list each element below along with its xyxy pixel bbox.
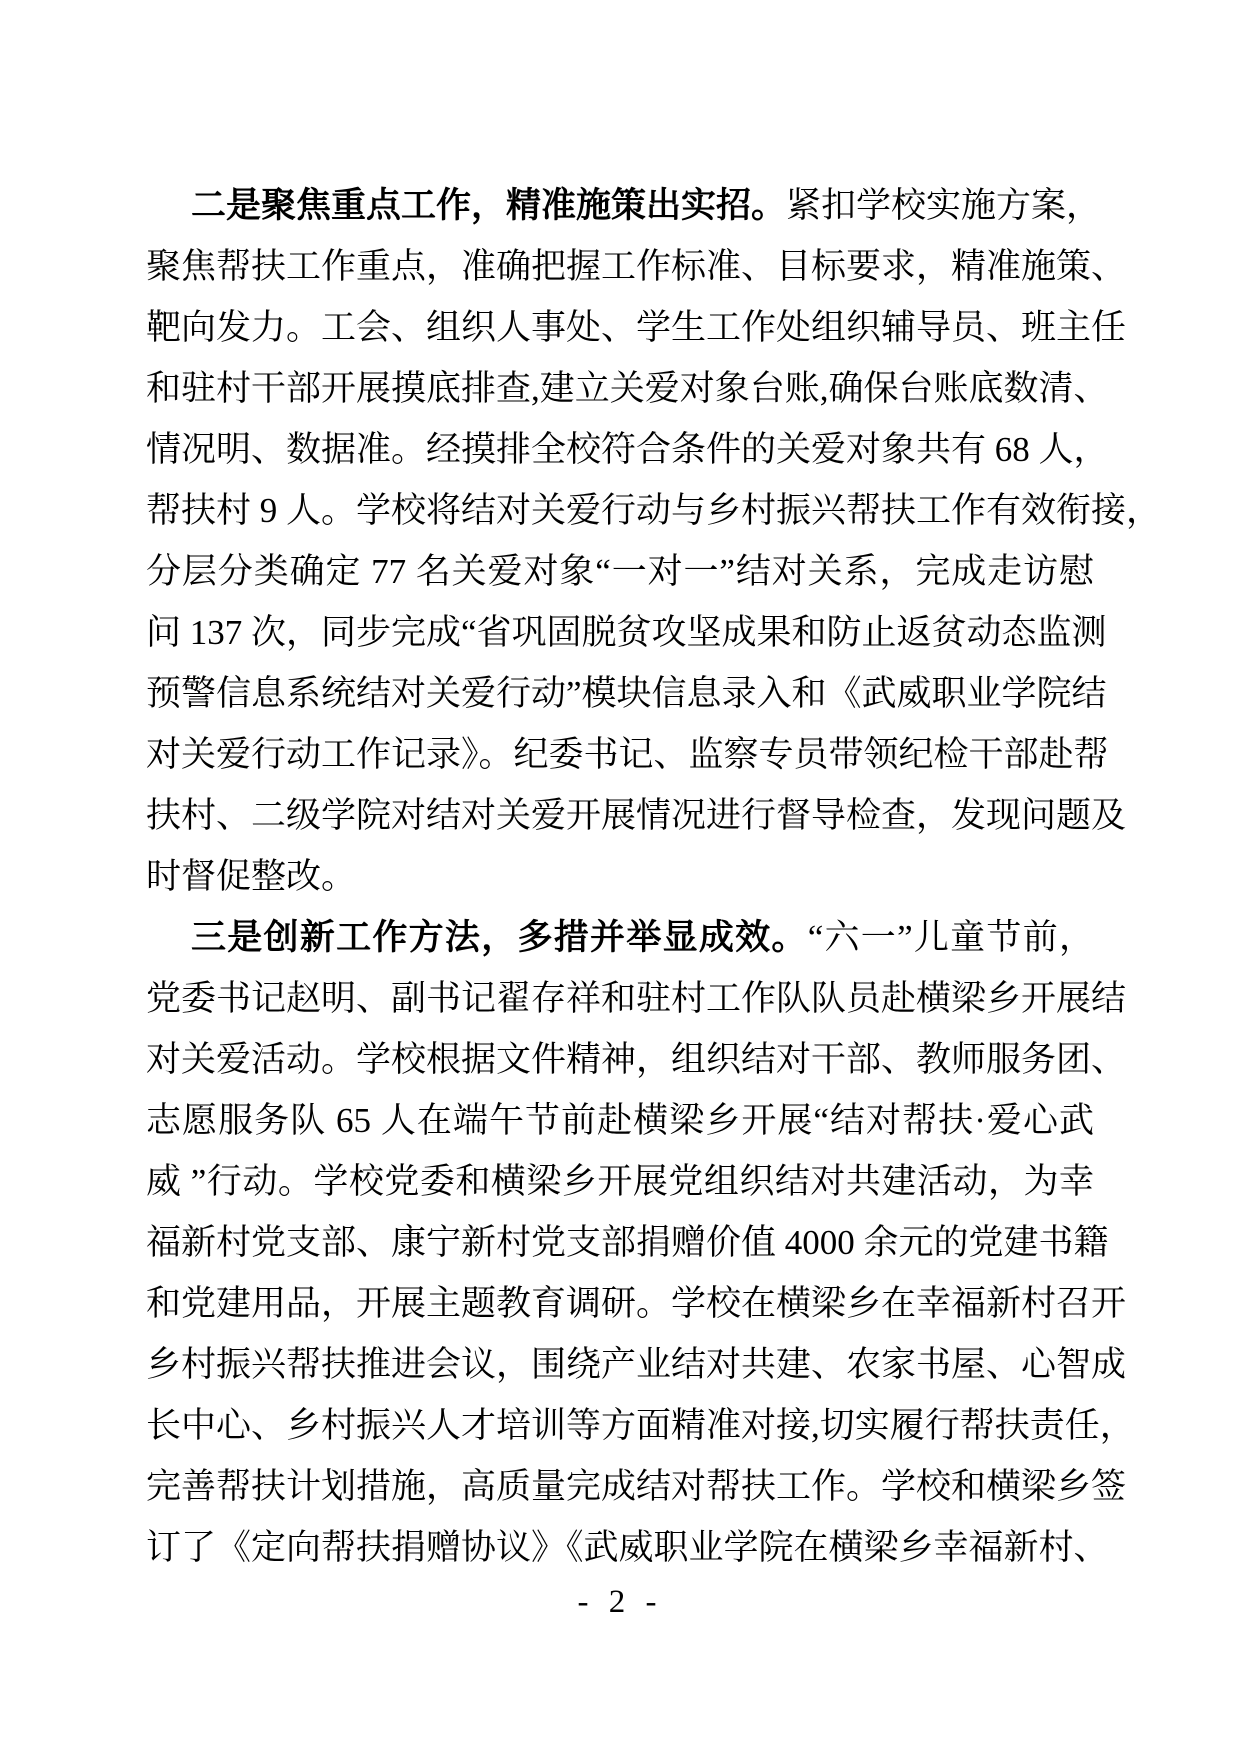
line-text: 帮扶村 9 人。学校将结对关爱行动与乡村振兴帮扶工作有效衔接， [146, 491, 1162, 530]
text-line [146, 419, 1109, 480]
text-line [146, 480, 1162, 541]
text-line [146, 663, 1107, 724]
line-text: 福新村党支部、康宁新村党支部捐赠价值 4000 余元的党建书籍 [146, 1223, 1109, 1262]
line-text: 威 ”行动。学校党委和横梁乡开展党组织结对共建活动，为幸 [146, 1162, 1094, 1201]
text-line [146, 785, 1127, 846]
line-text: 长中心、乡村振兴人才培训等方面精准对接,切实履行帮扶责任， [146, 1406, 1135, 1445]
line-text: 乡村振兴帮扶推进会议，围绕产业结对共建、农家书屋、心智成 [146, 1345, 1127, 1384]
text-line [146, 846, 1094, 907]
text-line [146, 541, 1094, 602]
text-line [146, 907, 1094, 968]
line-text: 党委书记赵明、副书记翟存祥和驻村工作队队员赴横梁乡开展结 [146, 979, 1127, 1018]
text-line [146, 1395, 1135, 1456]
line-text: 对关爱活动。学校根据文件精神，组织结对干部、教师服务团、 [146, 1040, 1127, 1079]
line-text: 完善帮扶计划措施，高质量完成结对帮扶工作。学校和横梁乡签 [146, 1467, 1127, 1506]
text-line [146, 1151, 1094, 1212]
text-line [146, 1334, 1127, 1395]
line-text: 和党建用品，开展主题教育调研。学校在横梁乡在幸福新村召开 [146, 1284, 1127, 1323]
line-text: 时督促整改。 [146, 857, 357, 896]
text-line [146, 1212, 1109, 1273]
text-line [146, 236, 1127, 297]
line-text: 对关爱行动工作记录》。纪委书记、监察专员带领纪检干部赴帮 [146, 735, 1109, 774]
text-line [146, 724, 1109, 785]
text-line [146, 1090, 1094, 1151]
line-text: 和驻村干部开展摸底排查,建立关爱对象台账,确保台账底数清、 [146, 369, 1109, 408]
text-line [146, 175, 1102, 236]
line-text: 问 137 次，同步完成“省巩固脱贫攻坚成果和防止返贫动态监测 [146, 613, 1107, 652]
paragraph-lead: 三是创新工作方法，多措并举显成效。 [191, 918, 808, 957]
text-line [146, 1029, 1127, 1090]
line-text: “六一”儿童节前， [807, 918, 1094, 957]
line-text: 分层分类确定 77 名关爱对象“一对一”结对关系，完成走访慰 [146, 552, 1094, 591]
line-text: 聚焦帮扶工作重点，准确把握工作标准、目标要求，精准施策、 [146, 247, 1127, 286]
text-line [146, 1273, 1127, 1334]
text-line [146, 297, 1127, 358]
document-body [146, 175, 1162, 1578]
paragraph-lead: 二是聚焦重点工作，精准施策出实招。 [191, 186, 787, 225]
line-text: 紧扣学校实施方案， [786, 186, 1102, 225]
line-text: 志愿服务队 65 人在端午节前赴横梁乡开展“结对帮扶·爱心武 [146, 1101, 1094, 1140]
line-text: 预警信息系统结对关爱行动”模块信息录入和《武威职业学院结 [146, 674, 1107, 713]
text-line [146, 1517, 1109, 1578]
text-line [146, 1456, 1127, 1517]
line-text: 靶向发力。工会、组织人事处、学生工作处组织辅导员、班主任 [146, 308, 1127, 347]
text-line [146, 358, 1109, 419]
line-text: 扶村、二级学院对结对关爱开展情况进行督导检查，发现问题及 [146, 796, 1127, 835]
text-line [146, 968, 1127, 1029]
line-text: 情况明、数据准。经摸排全校符合条件的关爱对象共有 68 人， [146, 430, 1109, 469]
page-number: - 2 - [577, 1584, 663, 1620]
line-text: 订了《定向帮扶捐赠协议》《武威职业学院在横梁乡幸福新村、 [146, 1528, 1109, 1567]
text-line [146, 602, 1107, 663]
